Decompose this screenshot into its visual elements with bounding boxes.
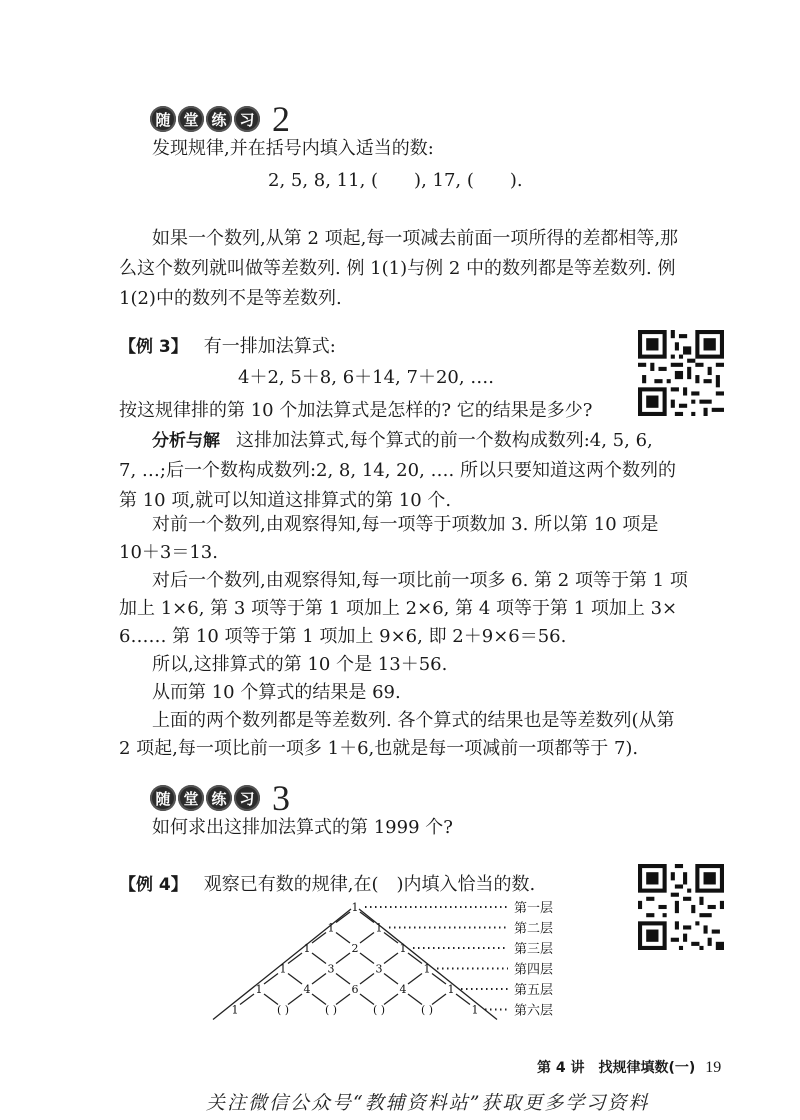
lattice-line — [384, 953, 398, 964]
badge-char: 练 — [206, 106, 232, 132]
badge-char: 习 — [234, 106, 260, 132]
triangle-number: 6 — [351, 983, 359, 996]
triangle-number: 1 — [279, 962, 287, 976]
layer-label: 第二层 — [514, 921, 554, 937]
triangle-number: 1 — [327, 921, 335, 935]
lattice-line — [288, 994, 302, 1005]
triangle-number: 1 — [231, 1003, 239, 1017]
badge-char: 练 — [206, 785, 232, 811]
lattice-line — [264, 994, 278, 1005]
watermark-text: 关注微信公众号“教辅资料站”获取更多学习资料 — [206, 1092, 650, 1114]
layer-label: 第六层 — [514, 1003, 554, 1019]
example-3-question: 按这规律排的第 10 个加法算式是怎样的? 它的结果是多少? — [119, 400, 593, 421]
lattice-line — [312, 953, 326, 964]
triangle-number: ( ) — [324, 1003, 338, 1017]
chapter-title: 第 4 讲 找规律填数(一) — [537, 1060, 696, 1076]
analysis-line: 2 项起,每一项比前一项多 1＋6,也就是每一项减前一项都等于 7). — [119, 738, 639, 759]
badge-char: 随 — [150, 106, 176, 132]
triangle-number: ( ) — [276, 1003, 290, 1017]
triangle-number: 1 — [255, 983, 263, 996]
analysis-text: 这排加法算式,每个算式的前一个数构成数列:4, 5, 6, — [236, 430, 653, 451]
lattice-line — [408, 994, 422, 1005]
triangle-number: ( ) — [420, 1003, 434, 1017]
lattice-line — [312, 994, 326, 1005]
lattice-line — [432, 994, 446, 1005]
example-4-prompt: 观察已有数的规律,在( )内填入恰当的数. — [203, 874, 536, 895]
lattice-line — [432, 974, 446, 985]
lattice-line — [336, 912, 350, 923]
analysis-line: 第 10 项,就可以知道这排算式的第 10 个. — [119, 490, 452, 511]
example-4-label: 【例 4】 — [119, 875, 188, 895]
practice-number: 3 — [272, 778, 290, 818]
analysis-line: 所以,这排算式的第 10 个是 13＋56. — [152, 654, 448, 675]
badge-char: 堂 — [178, 785, 204, 811]
lattice-line — [360, 912, 374, 923]
definition-line: 么这个数列就叫做等差数列. 例 1(1)与例 2 中的数列都是等差数列. 例 — [119, 258, 676, 279]
badge-char: 随 — [150, 785, 176, 811]
triangle-number: 1 — [471, 1003, 479, 1017]
practice-2-sequence: 2, 5, 8, 11, ( ), 17, ( ). — [268, 170, 523, 191]
lattice-line — [360, 933, 374, 944]
practice-2-instruction: 发现规律,并在括号内填入适当的数: — [152, 138, 434, 159]
triangle-number: 4 — [303, 983, 311, 996]
analysis-line: 对后一个数列,由观察得知,每一项比前一项多 6. 第 2 项等于第 1 项 — [152, 570, 688, 591]
lattice-line — [384, 974, 398, 985]
lattice-line — [336, 974, 350, 985]
definition-line: 1(2)中的数列不是等差数列. — [119, 288, 342, 309]
analysis-line: 从而第 10 个算式的结果是 69. — [152, 682, 401, 703]
practice-number: 2 — [272, 99, 290, 139]
lattice-line — [312, 974, 326, 985]
analysis-line: 上面的两个数列都是等差数列. 各个算式的结果也是等差数列(从第 — [152, 710, 675, 731]
triangle-number: 3 — [327, 962, 335, 976]
lattice-line — [408, 974, 422, 985]
definition-line: 如果一个数列,从第 2 项起,每一项减去前面一项所得的差都相等,那 — [152, 228, 679, 249]
analysis-line: 加上 1×6, 第 3 项等于第 1 项加上 2×6, 第 4 项等于第 1 项加上 3× — [119, 598, 678, 619]
analysis-line: 7, …;后一个数构成数列:2, 8, 14, 20, …. 所以只要知道这两个数列的 — [119, 460, 676, 481]
layer-label: 第三层 — [514, 942, 554, 957]
layer-label: 第一层 — [514, 901, 554, 916]
example-3-formula: 4＋2, 5＋8, 6＋14, 7＋20, …. — [238, 367, 495, 388]
layer-label: 第五层 — [514, 983, 554, 998]
triangle-number: 1 — [351, 901, 359, 914]
lattice-line — [336, 953, 350, 964]
lattice-line — [360, 953, 374, 964]
example-3-label: 【例 3】 — [119, 337, 188, 357]
lattice-line — [288, 974, 302, 985]
example-3-prompt: 有一排加法算式: — [203, 336, 336, 357]
badge-char: 习 — [234, 785, 260, 811]
analysis-line: 对前一个数列,由观察得知,每一项等于项数加 3. 所以第 10 项是 — [152, 514, 659, 535]
triangle-number: 1 — [375, 921, 383, 935]
badge-char: 堂 — [178, 106, 204, 132]
layer-label: 第四层 — [514, 962, 554, 978]
lattice-line — [360, 994, 374, 1005]
triangle-number: 1 — [399, 942, 407, 955]
analysis-line: 10＋3＝13. — [119, 542, 218, 563]
analysis-label: 分析与解 — [152, 431, 220, 451]
lattice-line — [384, 994, 398, 1005]
lattice-line — [360, 974, 374, 985]
triangle-number: 1 — [447, 983, 455, 996]
triangle-number: 3 — [375, 962, 383, 976]
triangle-number: 2 — [351, 942, 359, 955]
triangle-number: 4 — [399, 983, 407, 996]
page-number: 19 — [705, 1059, 722, 1076]
triangle-number: 1 — [303, 942, 311, 955]
analysis-line: 6…… 第 10 项等于第 1 项加上 9×6, 即 2＋9×6＝56. — [119, 626, 567, 647]
lattice-line — [336, 933, 350, 944]
practice-3-question: 如何求出这排加法算式的第 1999 个? — [152, 817, 453, 838]
triangle-number: 1 — [423, 962, 431, 976]
lattice-line — [336, 994, 350, 1005]
triangle-number: ( ) — [372, 1003, 386, 1017]
page-footer — [537, 1057, 721, 1077]
lattice-line — [264, 974, 278, 985]
